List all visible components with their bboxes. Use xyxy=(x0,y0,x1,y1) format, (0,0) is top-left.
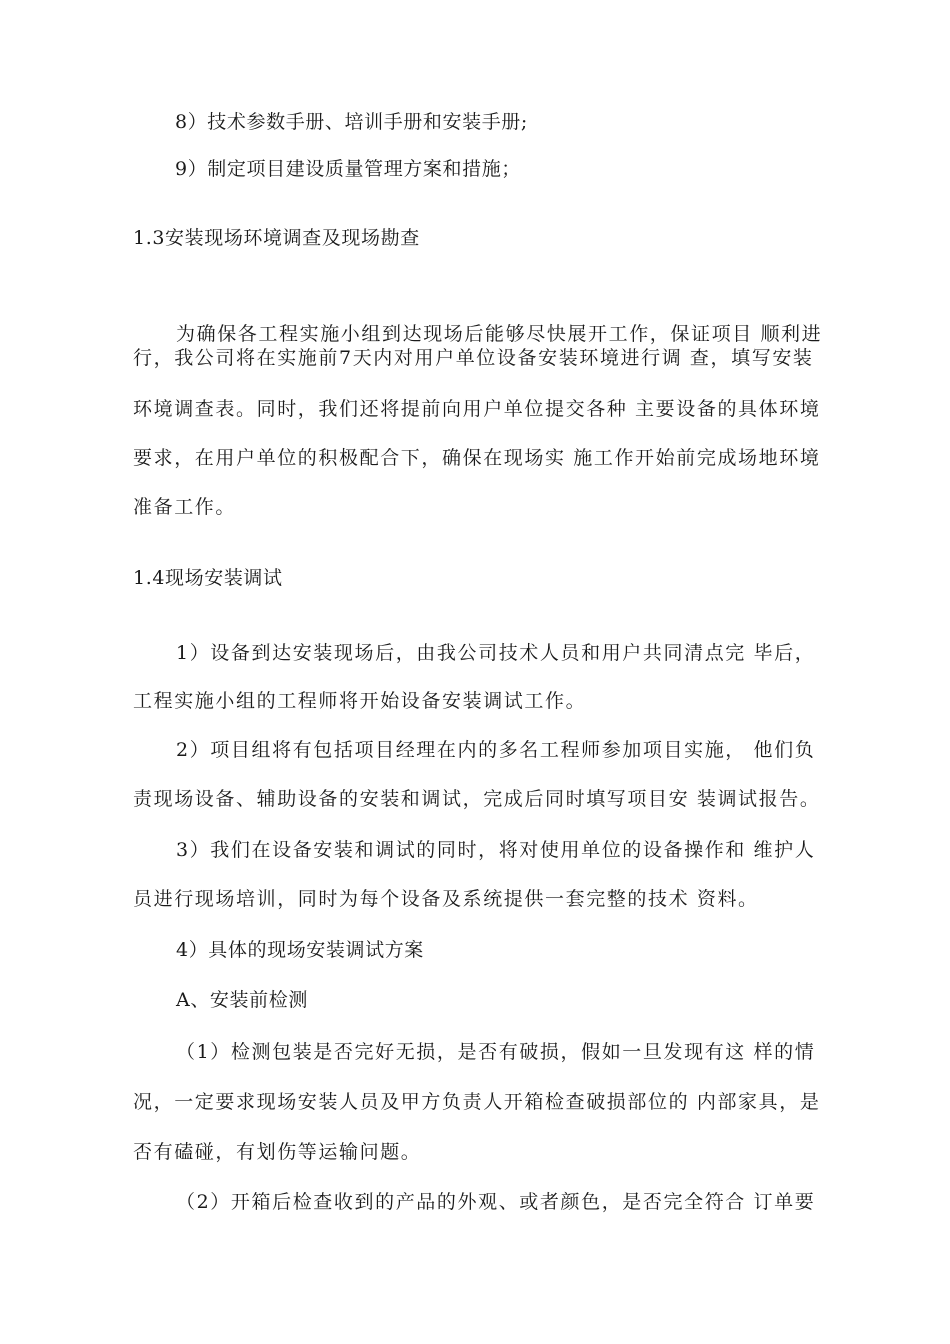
paragraph-line: 为确保各工程实施小组到达现场后能够尽快展开工作，保证项目 顺利进 xyxy=(176,323,823,345)
subheading-a: A、安装前检测 xyxy=(176,989,308,1011)
paragraph-line: 行，我公司将在实施前7天内对用户单位设备安装环境进行调 查，填写安装 xyxy=(133,347,814,369)
paragraph-line: 要求，在用户单位的积极配合下，确保在现场实 施工作开始前完成场地环境 xyxy=(133,447,821,469)
paragraph-line: 环境调查表。同时，我们还将提前向用户单位提交各种 主要设备的具体环境 xyxy=(133,398,821,420)
paragraph-line: 准备工作。 xyxy=(133,496,237,518)
paragraph-line: 3）我们在设备安装和调试的同时，将对使用单位的设备操作和 维护人 xyxy=(176,839,816,861)
paragraph-line: 责现场设备、辅助设备的安装和调试，完成后同时填写项目安 装调试报告。 xyxy=(133,788,821,810)
paragraph-line: 2）项目组将有包括项目经理在内的多名工程师参加项目实施， 他们负 xyxy=(176,739,816,761)
section-heading-1-3: 1.3安装现场环境调查及现场勘查 xyxy=(133,227,420,249)
paragraph-line: 1）设备到达安装现场后，由我公司技术人员和用户共同清点完 毕后， xyxy=(176,642,816,664)
paragraph-line: 况，一定要求现场安装人员及甲方负责人开箱检查破损部位的 内部家具，是 xyxy=(133,1091,821,1113)
paragraph-line: （2）开箱后检查收到的产品的外观、或者颜色，是否完全符合 订单要 xyxy=(176,1191,816,1213)
paragraph-line: 否有磕碰，有划伤等运输问题。 xyxy=(133,1141,422,1163)
paragraph-line: 工程实施小组的工程师将开始设备安装调试工作。 xyxy=(133,690,587,712)
list-item-8: 8）技术参数手册、培训手册和安装手册; xyxy=(175,111,528,133)
paragraph-line: （1）检测包装是否完好无损，是否有破损，假如一旦发现有这 样的情 xyxy=(176,1041,816,1063)
section-heading-1-4: 1.4现场安装调试 xyxy=(133,567,283,589)
paragraph-line: 员进行现场培训，同时为每个设备及系统提供一套完整的技术 资料。 xyxy=(133,888,759,910)
paragraph-line: 4）具体的现场安装调试方案 xyxy=(176,939,424,961)
list-item-9: 9）制定项目建设质量管理方案和措施； xyxy=(175,158,521,180)
